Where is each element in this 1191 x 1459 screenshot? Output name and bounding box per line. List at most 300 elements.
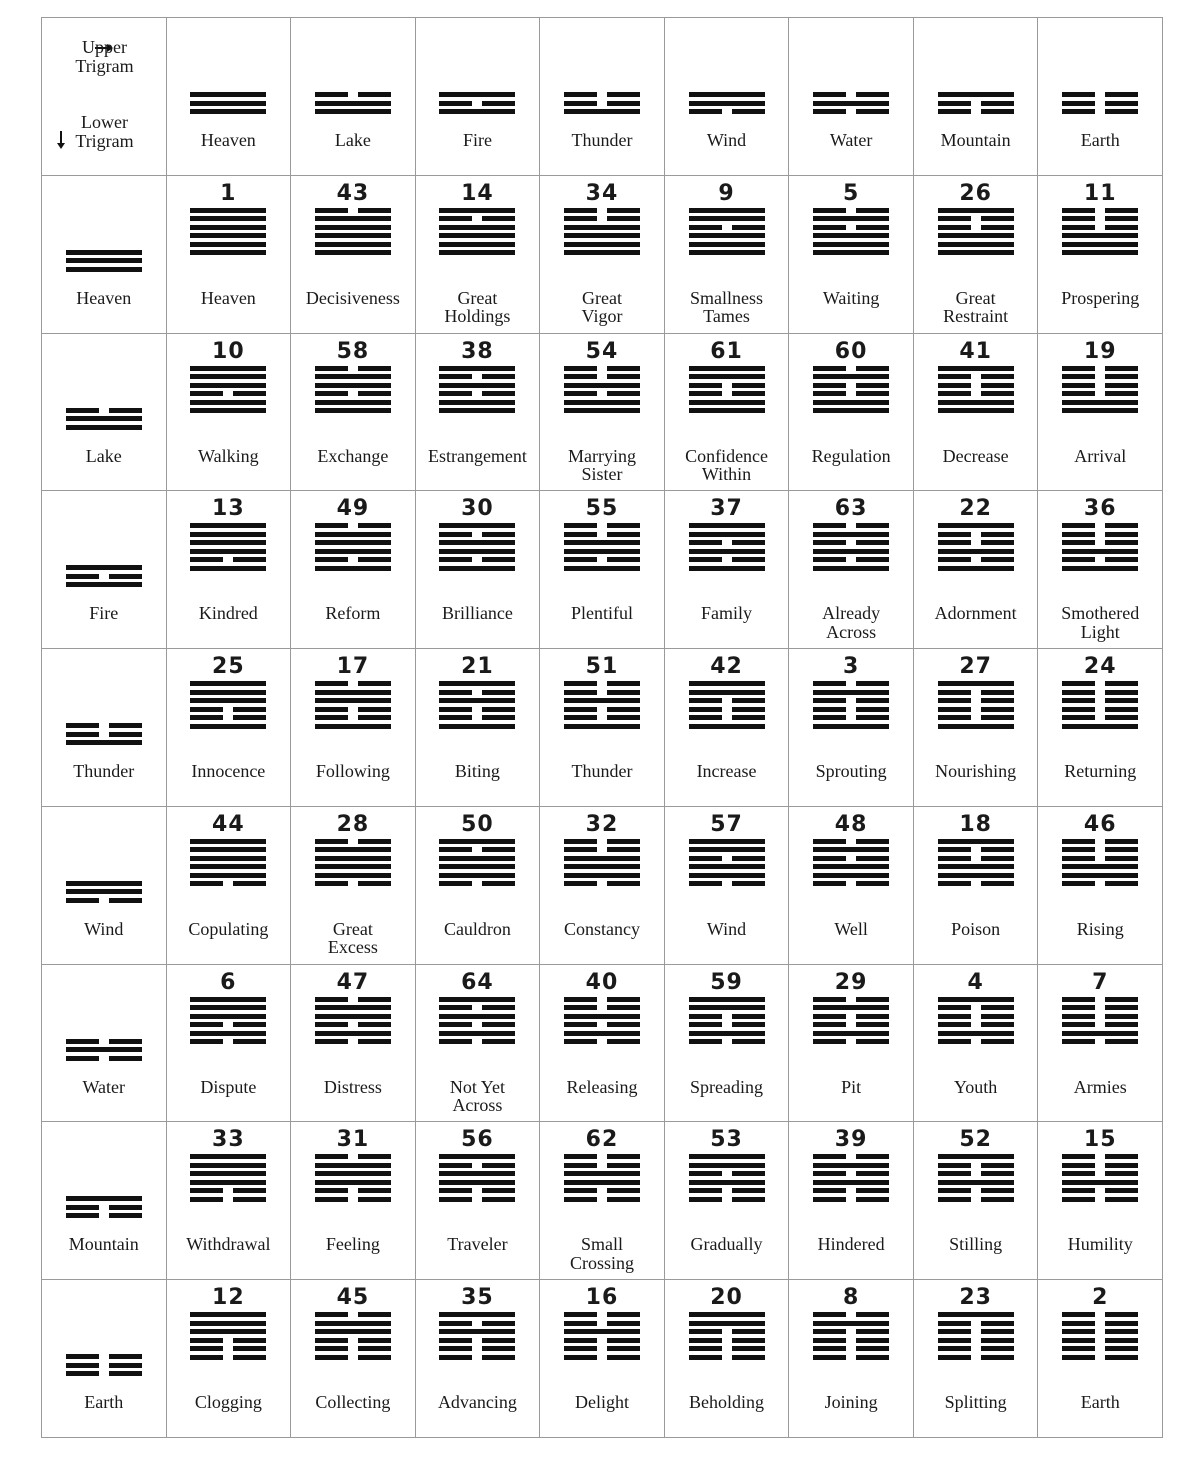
hexagram-name: Not Yet Across: [449, 1076, 505, 1116]
broken-line: [1062, 1321, 1138, 1326]
hexagram-number: 13: [212, 496, 245, 522]
line-segment: [938, 707, 971, 712]
line-segment: [813, 1022, 846, 1027]
line-segment: [813, 1338, 846, 1343]
line-segment: [1062, 864, 1138, 869]
broken-line: [938, 1338, 1014, 1343]
line-segment: [607, 847, 640, 852]
line-segment: [190, 366, 266, 371]
solid-line: [938, 839, 1014, 844]
broken-line: [689, 1171, 765, 1176]
hexagram-lines: [938, 839, 1014, 890]
broken-line: [813, 1197, 889, 1202]
solid-line: [190, 698, 266, 703]
line-segment: [813, 1197, 846, 1202]
line-segment: [1062, 1014, 1095, 1019]
solid-line: [1062, 408, 1138, 413]
line-segment: [813, 690, 889, 695]
line-segment: [938, 873, 1014, 878]
line-segment: [689, 1197, 722, 1202]
line-segment: [190, 109, 266, 114]
broken-line: [190, 1346, 266, 1351]
line-segment: [981, 1329, 1014, 1334]
line-segment: [689, 366, 765, 371]
solid-line: [190, 408, 266, 413]
broken-line: [564, 1154, 640, 1159]
broken-line: [564, 690, 640, 695]
broken-line: [564, 374, 640, 379]
hexagram-number: 36: [1083, 496, 1117, 522]
solid-line: [439, 1180, 515, 1185]
line-segment: [856, 383, 889, 388]
hexagram-name: Armies: [1073, 1076, 1127, 1097]
line-segment: [813, 250, 889, 255]
line-segment: [190, 216, 266, 221]
hexagram-lines: [1062, 366, 1138, 417]
line-segment: [315, 391, 348, 396]
line-segment: [689, 1329, 722, 1334]
line-segment: [689, 1321, 765, 1326]
hexagram-number: 6: [220, 969, 237, 995]
broken-line: [938, 1346, 1014, 1351]
line-segment: [607, 1321, 640, 1326]
line-segment: [1105, 1014, 1138, 1019]
line-segment: [564, 873, 640, 878]
hexagram-cell: [539, 175, 664, 333]
line-segment: [981, 1039, 1014, 1044]
hexagram-lines: [190, 1154, 266, 1205]
hexagram-number: 61: [710, 338, 743, 364]
hexagram-cell: [788, 806, 913, 964]
line-segment: [190, 208, 266, 213]
line-segment: [564, 391, 597, 396]
line-segment: [607, 1346, 640, 1351]
hexagram-cell: [415, 964, 540, 1122]
line-segment: [689, 523, 765, 528]
hexagram-cell: [913, 806, 1038, 964]
solid-line: [439, 856, 515, 861]
broken-line: [938, 1022, 1014, 1027]
solid-line: [315, 233, 391, 238]
line-segment: [1105, 1188, 1138, 1193]
line-segment: [439, 1355, 472, 1360]
hexagram-name: Smallness Tames: [690, 287, 764, 327]
line-segment: [813, 873, 889, 878]
line-segment: [1062, 839, 1095, 844]
line-segment: [981, 374, 1014, 379]
line-segment: [564, 1154, 597, 1159]
line-segment: [732, 383, 765, 388]
solid-line: [439, 1154, 515, 1159]
broken-line: [190, 1039, 266, 1044]
broken-line: [190, 557, 266, 562]
solid-line: [938, 1154, 1014, 1159]
broken-line: [938, 109, 1014, 114]
solid-line: [689, 242, 765, 247]
line-segment: [315, 101, 391, 106]
line-segment: [938, 391, 971, 396]
solid-line: [689, 233, 765, 238]
line-segment: [190, 549, 266, 554]
hexagram-name: Spreading: [690, 1076, 764, 1097]
line-segment: [358, 366, 391, 371]
line-segment: [439, 1321, 472, 1326]
line-segment: [564, 1312, 597, 1317]
line-segment: [439, 92, 515, 97]
hexagram-lines: [938, 366, 1014, 417]
solid-line: [813, 233, 889, 238]
hexagram-name: Thunder: [571, 761, 633, 782]
line-segment: [813, 1163, 889, 1168]
line-segment: [732, 881, 765, 886]
line-segment: [938, 92, 1014, 97]
hexagram-lines: [315, 1312, 391, 1363]
line-segment: [856, 109, 889, 114]
line-segment: [689, 839, 765, 844]
broken-line: [66, 1213, 142, 1218]
line-segment: [813, 532, 889, 537]
line-segment: [1062, 374, 1095, 379]
line-segment: [439, 856, 515, 861]
line-segment: [1105, 690, 1138, 695]
line-segment: [315, 1005, 391, 1010]
line-segment: [938, 540, 971, 545]
solid-line: [315, 400, 391, 405]
hexagram-number: 62: [585, 1127, 619, 1153]
hexagram-number: 59: [710, 969, 743, 995]
line-segment: [689, 724, 765, 729]
solid-line: [938, 724, 1014, 729]
broken-line: [813, 681, 889, 686]
broken-line: [813, 1039, 889, 1044]
broken-line: [813, 540, 889, 545]
broken-line: [813, 92, 889, 97]
hexagram-number: 35: [461, 1285, 494, 1311]
lower-trigram-header: [41, 1279, 166, 1437]
line-segment: [938, 1355, 971, 1360]
hexagram-lines: [1062, 1154, 1138, 1205]
solid-line: [1062, 549, 1138, 554]
broken-line: [689, 1355, 765, 1360]
line-segment: [938, 1039, 971, 1044]
broken-line: [315, 1039, 391, 1044]
hexagram-cell: [290, 175, 415, 333]
line-segment: [315, 690, 391, 695]
solid-line: [190, 101, 266, 106]
hexagram-name: Great Restraint: [943, 287, 1009, 327]
solid-line: [689, 549, 765, 554]
line-segment: [813, 1329, 846, 1334]
solid-line: [938, 523, 1014, 528]
line-segment: [856, 540, 889, 545]
line-segment: [315, 1338, 348, 1343]
line-segment: [315, 92, 348, 97]
solid-line: [938, 408, 1014, 413]
line-segment: [938, 242, 1014, 247]
hexagram-name: Regulation: [811, 445, 891, 466]
line-segment: [439, 233, 515, 238]
hexagram-cell: [788, 1121, 913, 1279]
hexagram-lines: [190, 997, 266, 1048]
broken-line: [813, 881, 889, 886]
line-segment: [1062, 1312, 1095, 1317]
line-segment: [482, 847, 515, 852]
line-segment: [607, 92, 640, 97]
hexagram-cell: [1037, 175, 1162, 333]
line-segment: [732, 1355, 765, 1360]
broken-line: [439, 847, 515, 852]
hexagram-cell: [415, 490, 540, 648]
line-segment: [315, 1031, 391, 1036]
line-segment: [689, 1312, 765, 1317]
hexagram-name: Gradually: [690, 1234, 763, 1255]
line-segment: [689, 250, 765, 255]
line-segment: [190, 839, 266, 844]
line-segment: [190, 557, 223, 562]
solid-line: [315, 724, 391, 729]
line-segment: [315, 839, 348, 844]
line-segment: [1062, 400, 1138, 405]
broken-line: [190, 1338, 266, 1343]
hexagram-number: 34: [585, 180, 619, 206]
hexagram-lines: [938, 681, 1014, 732]
line-segment: [938, 557, 971, 562]
line-segment: [1062, 856, 1095, 861]
line-segment: [564, 715, 597, 720]
hexagram-name: Confidence Within: [685, 445, 769, 485]
broken-line: [1062, 383, 1138, 388]
solid-line: [439, 1312, 515, 1317]
solid-line: [315, 1321, 391, 1326]
line-segment: [981, 690, 1014, 695]
hexagram-number: 16: [585, 1285, 619, 1311]
hexagram-cell: [913, 964, 1038, 1122]
solid-line: [938, 1031, 1014, 1036]
solid-line: [938, 92, 1014, 97]
broken-line: [938, 216, 1014, 221]
hexagram-number: 22: [959, 496, 992, 522]
hexagram-number: 31: [336, 1127, 370, 1153]
broken-line: [190, 707, 266, 712]
broken-line: [689, 383, 765, 388]
solid-line: [315, 374, 391, 379]
line-segment: [233, 1338, 266, 1343]
line-segment: [732, 540, 765, 545]
broken-line: [813, 225, 889, 230]
solid-line: [564, 1014, 640, 1019]
line-segment: [482, 391, 515, 396]
broken-line: [689, 856, 765, 861]
line-segment: [1062, 681, 1095, 686]
line-segment: [1105, 1321, 1138, 1326]
broken-line: [315, 997, 391, 1002]
line-segment: [981, 707, 1014, 712]
broken-line: [190, 1355, 266, 1360]
line-segment: [1105, 208, 1138, 213]
line-segment: [315, 1180, 391, 1185]
hexagram-name: Innocence: [191, 761, 266, 782]
hexagram-lines: [1062, 523, 1138, 574]
hexagram-name: Walking: [198, 445, 259, 466]
broken-line: [1062, 1154, 1138, 1159]
upper-trigram-name: Water: [829, 130, 873, 150]
line-segment: [1062, 690, 1095, 695]
line-segment: [1105, 1022, 1138, 1027]
hexagram-number: 8: [842, 1285, 860, 1311]
line-segment: [981, 540, 1014, 545]
line-segment: [732, 698, 765, 703]
line-segment: [564, 1329, 640, 1334]
broken-line: [813, 366, 889, 371]
line-segment: [190, 242, 266, 247]
line-segment: [315, 216, 391, 221]
broken-line: [564, 847, 640, 852]
hexagram-name: Arrival: [1074, 445, 1127, 466]
hexagram-cell: [415, 1121, 540, 1279]
trigram-lines: [66, 1354, 142, 1380]
line-segment: [856, 1329, 889, 1334]
line-segment: [315, 1346, 348, 1351]
broken-line: [1062, 1355, 1138, 1360]
line-segment: [315, 225, 391, 230]
line-segment: [1105, 383, 1138, 388]
solid-line: [315, 549, 391, 554]
line-segment: [938, 532, 971, 537]
broken-line: [938, 540, 1014, 545]
line-segment: [1062, 216, 1095, 221]
line-segment: [938, 1188, 971, 1193]
line-segment: [856, 715, 889, 720]
hexagram-lines: [439, 208, 515, 259]
line-segment: [1105, 523, 1138, 528]
hexagram-cell: [415, 806, 540, 964]
line-segment: [66, 1056, 99, 1061]
hexagram-number: 40: [585, 969, 619, 995]
line-segment: [981, 391, 1014, 396]
broken-line: [1062, 1329, 1138, 1334]
line-segment: [813, 1039, 846, 1044]
trigram-lines: [813, 92, 889, 118]
line-segment: [190, 391, 223, 396]
hexagram-cell: [415, 175, 540, 333]
solid-line: [66, 889, 142, 894]
hexagram-number: 1: [220, 180, 237, 206]
line-segment: [938, 208, 1014, 213]
line-segment: [190, 1171, 266, 1176]
line-segment: [190, 1180, 266, 1185]
line-segment: [856, 1338, 889, 1343]
line-segment: [1105, 540, 1138, 545]
line-segment: [607, 1338, 640, 1343]
line-segment: [315, 1197, 348, 1202]
line-segment: [856, 1312, 889, 1317]
solid-line: [689, 1163, 765, 1168]
hexagram-number: 52: [959, 1127, 992, 1153]
line-segment: [315, 873, 391, 878]
line-segment: [607, 681, 640, 686]
broken-line: [564, 101, 640, 106]
line-segment: [938, 383, 971, 388]
hexagram-name: Earth: [1080, 1392, 1120, 1413]
line-segment: [564, 1188, 597, 1193]
broken-line: [938, 383, 1014, 388]
line-segment: [439, 1031, 515, 1036]
line-segment: [856, 707, 889, 712]
solid-line: [689, 92, 765, 97]
broken-line: [439, 216, 515, 221]
broken-line: [315, 391, 391, 396]
line-segment: [813, 374, 889, 379]
line-segment: [1062, 1188, 1095, 1193]
line-segment: [732, 1329, 765, 1334]
hexagram-cell: [290, 1279, 415, 1437]
broken-line: [938, 532, 1014, 537]
broken-line: [315, 681, 391, 686]
broken-line: [564, 1346, 640, 1351]
line-segment: [938, 1163, 971, 1168]
line-segment: [981, 1163, 1014, 1168]
broken-line: [1062, 1005, 1138, 1010]
upper-trigram-name: Fire: [462, 130, 492, 150]
solid-line: [689, 532, 765, 537]
broken-line: [439, 374, 515, 379]
solid-line: [439, 233, 515, 238]
line-segment: [938, 109, 971, 114]
line-segment: [315, 242, 391, 247]
line-segment: [439, 400, 515, 405]
trigram-lines: [66, 881, 142, 907]
line-segment: [190, 1321, 266, 1326]
hexagram-number: 7: [1092, 969, 1109, 995]
broken-line: [190, 1188, 266, 1193]
broken-line: [813, 1022, 889, 1027]
line-segment: [315, 1321, 391, 1326]
line-segment: [938, 1346, 971, 1351]
line-segment: [66, 582, 142, 587]
line-segment: [607, 1197, 640, 1202]
solid-line: [813, 1031, 889, 1036]
broken-line: [315, 1022, 391, 1027]
line-segment: [981, 1355, 1014, 1360]
line-segment: [1062, 408, 1138, 413]
hexagram-lines: [689, 366, 765, 417]
trigram-lines: [938, 92, 1014, 118]
solid-line: [813, 216, 889, 221]
line-segment: [1062, 1005, 1095, 1010]
line-segment: [564, 1171, 640, 1176]
hexagram-name: Humility: [1067, 1234, 1133, 1255]
hexagram-name: Splitting: [944, 1392, 1007, 1413]
broken-line: [564, 1355, 640, 1360]
line-segment: [981, 225, 1014, 230]
line-segment: [938, 864, 1014, 869]
hexagram-lines: [564, 681, 640, 732]
upper-label-line1: Upper: [82, 37, 127, 57]
hexagram-cell: [1037, 964, 1162, 1122]
solid-line: [564, 400, 640, 405]
hexagram-number: 39: [834, 1127, 868, 1153]
hexagram-cell: [664, 964, 789, 1122]
hexagram-cell: [539, 648, 664, 806]
line-segment: [689, 856, 722, 861]
solid-line: [1062, 1180, 1138, 1185]
hexagram-name: Reform: [325, 603, 381, 624]
hexagram-lines: [190, 523, 266, 574]
broken-line: [1062, 707, 1138, 712]
hexagram-lines: [439, 523, 515, 574]
solid-line: [1062, 724, 1138, 729]
line-segment: [938, 566, 1014, 571]
